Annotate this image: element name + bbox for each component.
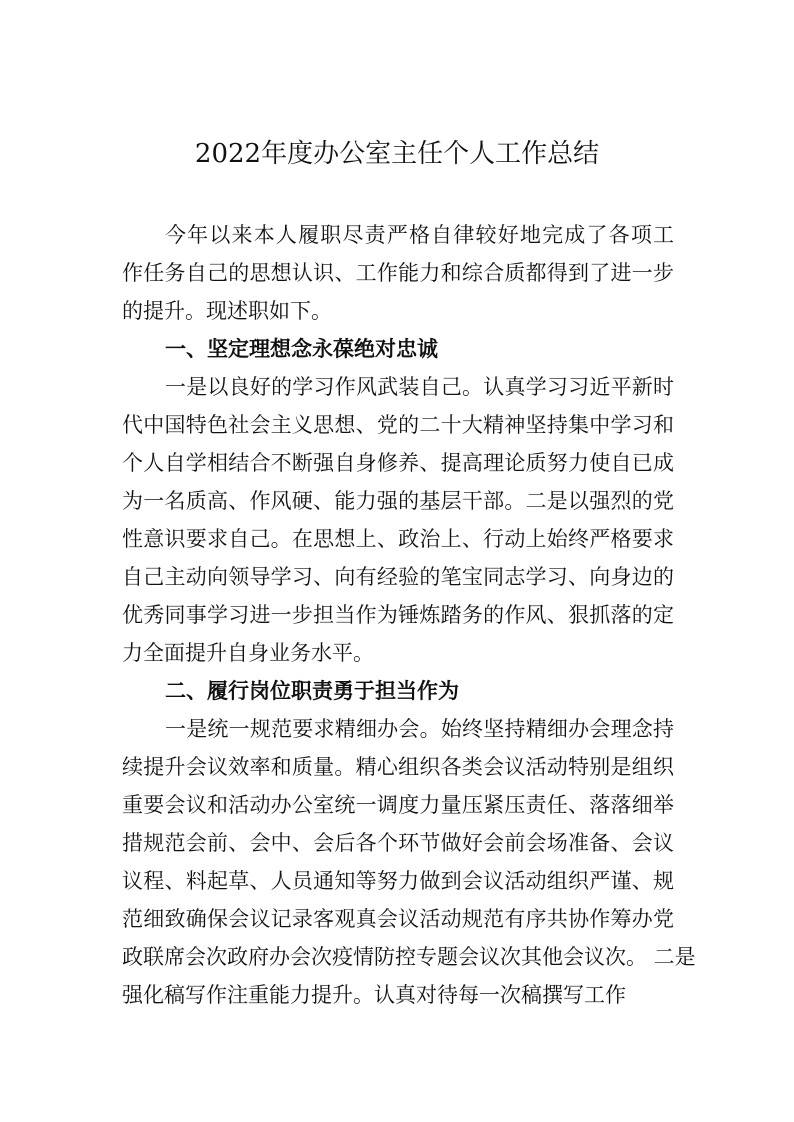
paragraph-line: 性意识要求自己。在思想上、政治上、行动上始终严格要求	[122, 527, 674, 551]
paragraph-line: 重要会议和活动办公室统一调度力量压紧压责任、落落细举	[122, 793, 674, 817]
section-heading-2: 二、履行岗位职责勇于担当作为	[165, 679, 459, 703]
paragraph-line: 措规范会前、会中、会后各个环节做好会前会场准备、会议	[122, 831, 674, 855]
document-body	[122, 216, 696, 1014]
paragraph-line: 范细致确保会议记录客观真会议活动规范有序共协作筹办党	[122, 907, 674, 931]
paragraph-line: 今年以来本人履职尽责严格自律较好地完成了各项工	[165, 223, 674, 247]
section-heading-1: 一、坚定理想念永葆绝对忠诚	[165, 337, 438, 361]
paragraph-line: 作任务自己的思想认识、工作能力和综合质都得到了进一步	[122, 261, 674, 285]
paragraph-line: 一是统一规范要求精细办会。始终坚持精细办会理念持	[165, 717, 674, 741]
paragraph-line: 续提升会议效率和质量。精心组织各类会议活动特别是组织	[122, 755, 674, 779]
paragraph-line: 强化稿写作注重能力提升。认真对待每一次稿撰写工作	[122, 983, 626, 1007]
paragraph-line: 政联席会次政府办会次疫情防控专题会议次其他会议次。 二是	[122, 945, 696, 969]
paragraph-line: 为一名质高、作风硬、能力强的基层干部。二是以强烈的党	[122, 489, 674, 513]
paragraph-line: 自己主动向领导学习、向有经验的笔宝同志学习、向身边的	[122, 565, 674, 589]
paragraph-line: 一是以良好的学习作风武装自己。认真学习习近平新时	[165, 375, 674, 399]
document-title: 2022年度办公室主任个人工作总结	[194, 139, 600, 169]
paragraph-line: 优秀同事学习进一步担当作为锤炼踏务的作风、狠抓落的定	[122, 603, 674, 627]
paragraph-line: 议程、料起草、人员通知等努力做到会议活动组织严谨、规	[122, 869, 674, 893]
paragraph-line: 的提升。现述职如下。	[122, 299, 332, 323]
paragraph-line: 代中国特色社会主义思想、党的二十大精神坚持集中学习和	[122, 413, 674, 437]
paragraph-line: 个人自学相结合不断强自身修养、提高理论质努力使自已成	[122, 451, 674, 475]
paragraph-line: 力全面提升自身业务水平。	[122, 641, 374, 665]
